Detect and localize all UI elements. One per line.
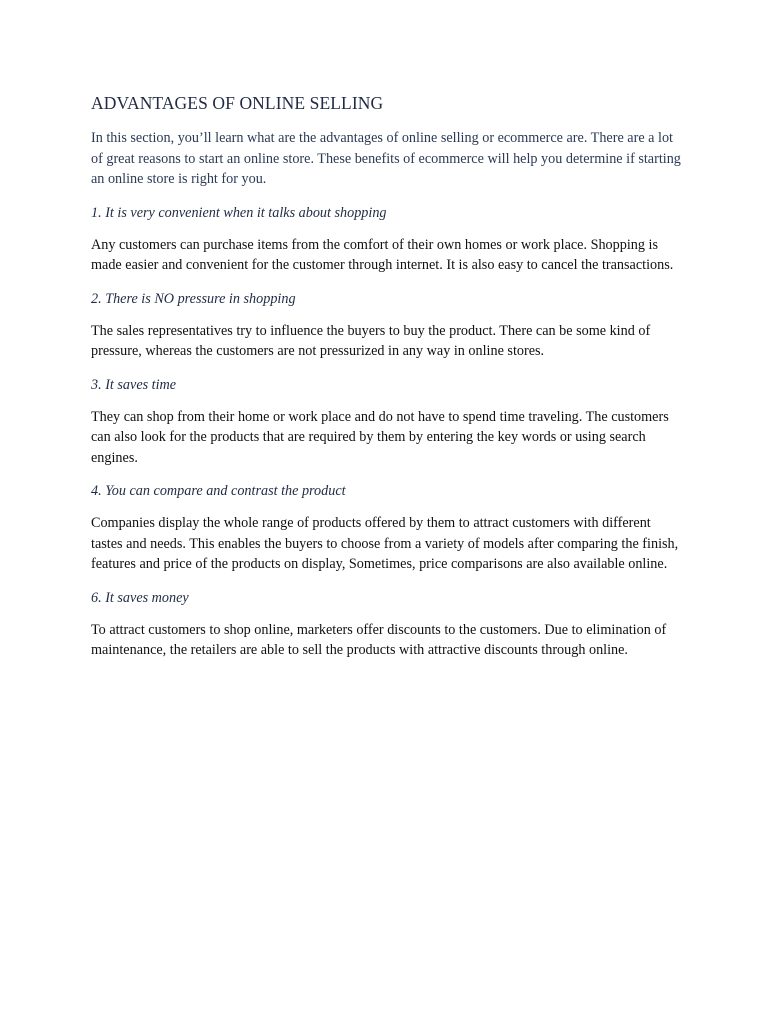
section-heading-saves-time: 3. It saves time [91,376,177,393]
section-body-saves-money: To attract customers to shop online, marketers offer discounts to the customers. Due to elimination of maintenance, the retailers are able to sell the products with attractive discounts through online. [91,621,667,658]
section-body-saves-time: They can shop from their home or work place and do not have to spend time traveling. The customers can also look for the products that are required by them by entering the key words or using search engines. [91,408,669,466]
intro-paragraph: In this section, you’ll learn what are the advantages of online selling or ecommerce are. There are a lot of great reasons to start an online store. These benefits of ecommerce will help you determine if starting an online store is right for you. [91,130,681,187]
section-heading-saves-money: 6. It saves money [91,589,189,606]
section-heading-compare: 4. You can compare and contrast the product [91,483,346,499]
section-body-convenient: Any customers can purchase items from the comfort of their own homes or work place. Shopping is made easier and convenient for the customer through internet. It is also easy to cancel the transactions. [91,236,674,273]
section-heading-convenient: 1. It is very convenient when it talks about shopping [91,204,387,221]
section-body-no-pressure: The sales representatives try to influence the buyers to buy the product. There can be some kind of pressure, whereas the customers are not pressurized in any way in online stores. [91,322,651,359]
section-heading-no-pressure: 2. There is NO pressure in shopping [91,290,296,307]
document-title: ADVANTAGES OF ONLINE SELLING [91,93,384,113]
document-page [91,92,681,674]
section-body-compare: Companies display the whole range of products offered by them to attract customers with different tastes and needs. This enables the buyers to choose from a variety of models after comparing the finish, features and price of the products on display, Sometimes, price comparisons are also available online. [91,515,679,572]
